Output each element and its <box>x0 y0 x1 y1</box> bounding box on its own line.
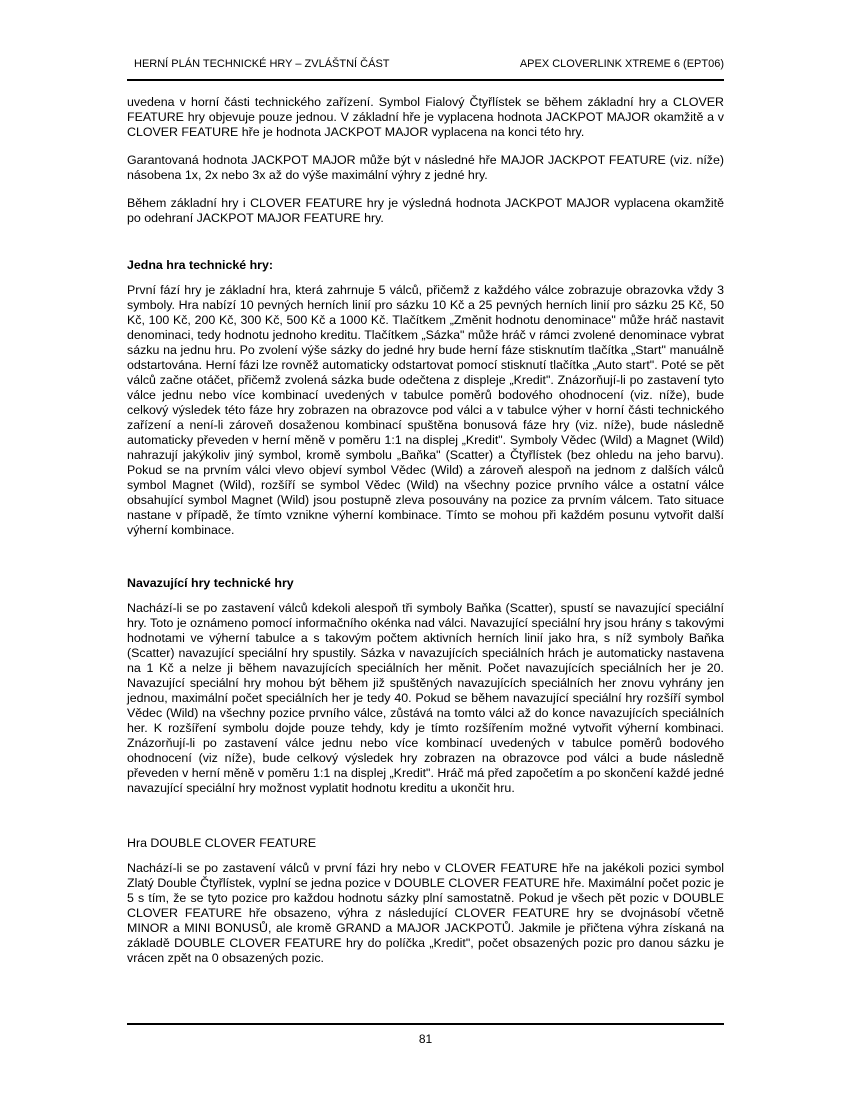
footer-rule <box>127 1023 724 1025</box>
page-header <box>127 57 724 81</box>
paragraph-followup-games: Nachází-li se po zastavení válců kdekoli alespoň tři symboly Baňka (Scatter), spustí se navazující speciální hry. Toto je oznámeno pomocí informačního okénka nad válci. Navazující speciální hry jsou hrány s takovými hodnotami ve výherní tabulce a s takovým počtem aktivních herních linií jako hra, s níž symboly Baňka (Scatter) navazující speciální hry spustily. Sázka v navazujících speciálních hrách je automaticky nastavena na 1 Kč a nelze ji během navazujících speciálních her měnit. Počet navazujících speciálních her je 20. Navazující speciální hry mohou být během již spuštěných navazujících speciálních her znovu vyhrány jen jednou, maximální počet speciálních her je tedy 40. Pokud se během navazující speciální hry rozšíří symbol Vědec (Wild) na všechny pozice prvního válce, zůstává na tomto válci až do konce navazujících speciálních her. K rozšíření symbolu dojde pouze tehdy, kdy je tímto rozšířením možné vytvořit výherní kombinaci. Znázorňují-li po zastavení válce jednu nebo více kombinací uvedených v tabulce poměrů bodového ohodnocení (viz níže), bude celkový výsledek hry zobrazen na obrazovce pod válci a bude následně převeden v herní měně v poměru 1:1 na displej „Kredit". Hráč má před započetím a po skončení každé jedné navazující speciální hry možnost vyplatit hodnotu kreditu a ukončit hru. <box>127 601 724 795</box>
paragraph-single-game: První fází hry je základní hra, která zahrnuje 5 válců, přičemž z každého válce zobrazuje obrazovka vždy 3 symboly. Hra nabízí 10 pevných herních linií pro sázku 10 Kč a 25 pevných herních linií pro sázku 25 Kč, 50 Kč, 100 Kč, 200 Kč, 300 Kč, 500 Kč a 1000 Kč. Tlačítkem „Změnit hodnotu denominace" může hráč nastavit denominaci, tedy hodnotu jednoho kreditu. Tlačítkem „Sázka" může hráč v rámci zvolené denominace vybrat sázku na jednu hru. Po zvolení výše sázky do jedné hry bude herní fáze stisknutím tlačítka „Start" manuálně odstartována. Herní fázi lze rovněž automaticky odstartovat pomocí stisknutí tlačítka „Auto start". Poté se pět válců začne otáčet, přičemž zvolená sázka bude odečtena z displeje „Kredit". Znázorňují-li po zastavení tyto válce jednu nebo více kombinací uvedených v tabulce poměrů bodového ohodnocení (viz. níže), bude celkový výsledek této fáze hry zobrazen na obrazovce pod válci a v tabulce výher v horní části technického zařízení a není-li zároveň dosaženou kombinací spuštěna bonusová fáze hry (viz. níže), bude následně automaticky převeden v herní měně v poměru 1:1 na displej „Kredit". Symboly Vědec (Wild) a Magnet (Wild) nahrazují jakýkoliv jiný symbol, kromě symbolu „Baňka" (Scatter) a Čtyřlístek (bez ohledu na jeho barvu). Pokud se na prvním válci vlevo objeví symbol Vědec (Wild) a zároveň alespoň na jednom z dalších válců symbol Magnet (Wild), rozšíří se symbol Vědec (Wild) na všechny pozice prvního válce a ostatní válce obsahující symbol Magnet (Wild) jsou postupně zleva posouvány na pozice za prvním válcem. Tato situace nastane v případě, že tímto vznikne výherní kombinace. Tímto se mohou při každém posunu vytvořit další výherní kombinace. <box>127 283 724 537</box>
page-footer <box>127 1023 724 1047</box>
header-row <box>127 57 724 71</box>
heading-double-clover-feature: Hra DOUBLE CLOVER FEATURE <box>127 836 317 850</box>
document-body <box>127 95 724 966</box>
page-number: 81 <box>418 1032 433 1046</box>
paragraph-jackpot-multiplier: Garantovaná hodnota JACKPOT MAJOR může být v následné hře MAJOR JACKPOT FEATURE (viz. níže) násobena 1x, 2x nebo 3x až do výše maximální výhry z jedné hry. <box>127 153 724 182</box>
header-right-title: APEX CLOVERLINK XTREME 6 (EPT06) <box>519 58 724 70</box>
paragraph-double-clover-feature: Nachází-li se po zastavení válců v první fázi hry nebo v CLOVER FEATURE hře na jakékoli pozici symbol Zlatý Double Čtyřlístek, vyplní se jedna pozice v DOUBLE CLOVER FEATURE hře. Maximální počet pozic je 5 s tím, že se tyto pozice pro každou hodnotu sázky plní samostatně. Pokud je všech pět pozic v DOUBLE CLOVER FEATURE hře obsazeno, výhra z následující CLOVER FEATURE hry se dvojnásobí včetně MINOR a MINI BONUSŮ, ale kromě GRAND a MAJOR JACKPOTŮ. Jakmile je přičtena výhra získaná na základě DOUBLE CLOVER FEATURE hry do políčka „Kredit", počet obsazených pozic pro danou sázku je vrácen zpět na 0 obsazených pozic. <box>127 861 724 965</box>
header-left-title: HERNÍ PLÁN TECHNICKÉ HRY – ZVLÁŠTNÍ ČÁST <box>134 58 390 70</box>
header-rule <box>127 79 724 81</box>
heading-single-game: Jedna hra technické hry: <box>127 258 273 272</box>
paragraph-jackpot-intro: uvedena v horní části technického zařízení. Symbol Fialový Čtyřlístek se během základní hry a CLOVER FEATURE hry objevuje pouze jednou. V základní hře je vyplacena hodnota JACKPOT MAJOR okamžitě a v CLOVER FEATURE hře je hodnota JACKPOT MAJOR vyplacena na konci této hry. <box>127 95 724 139</box>
document-page <box>127 0 724 966</box>
paragraph-jackpot-payout: Během základní hry i CLOVER FEATURE hry je výsledná hodnota JACKPOT MAJOR vyplacena okamžitě po odehraní JACKPOT MAJOR FEATURE hry. <box>127 196 724 225</box>
heading-followup-games: Navazující hry technické hry <box>127 576 294 590</box>
